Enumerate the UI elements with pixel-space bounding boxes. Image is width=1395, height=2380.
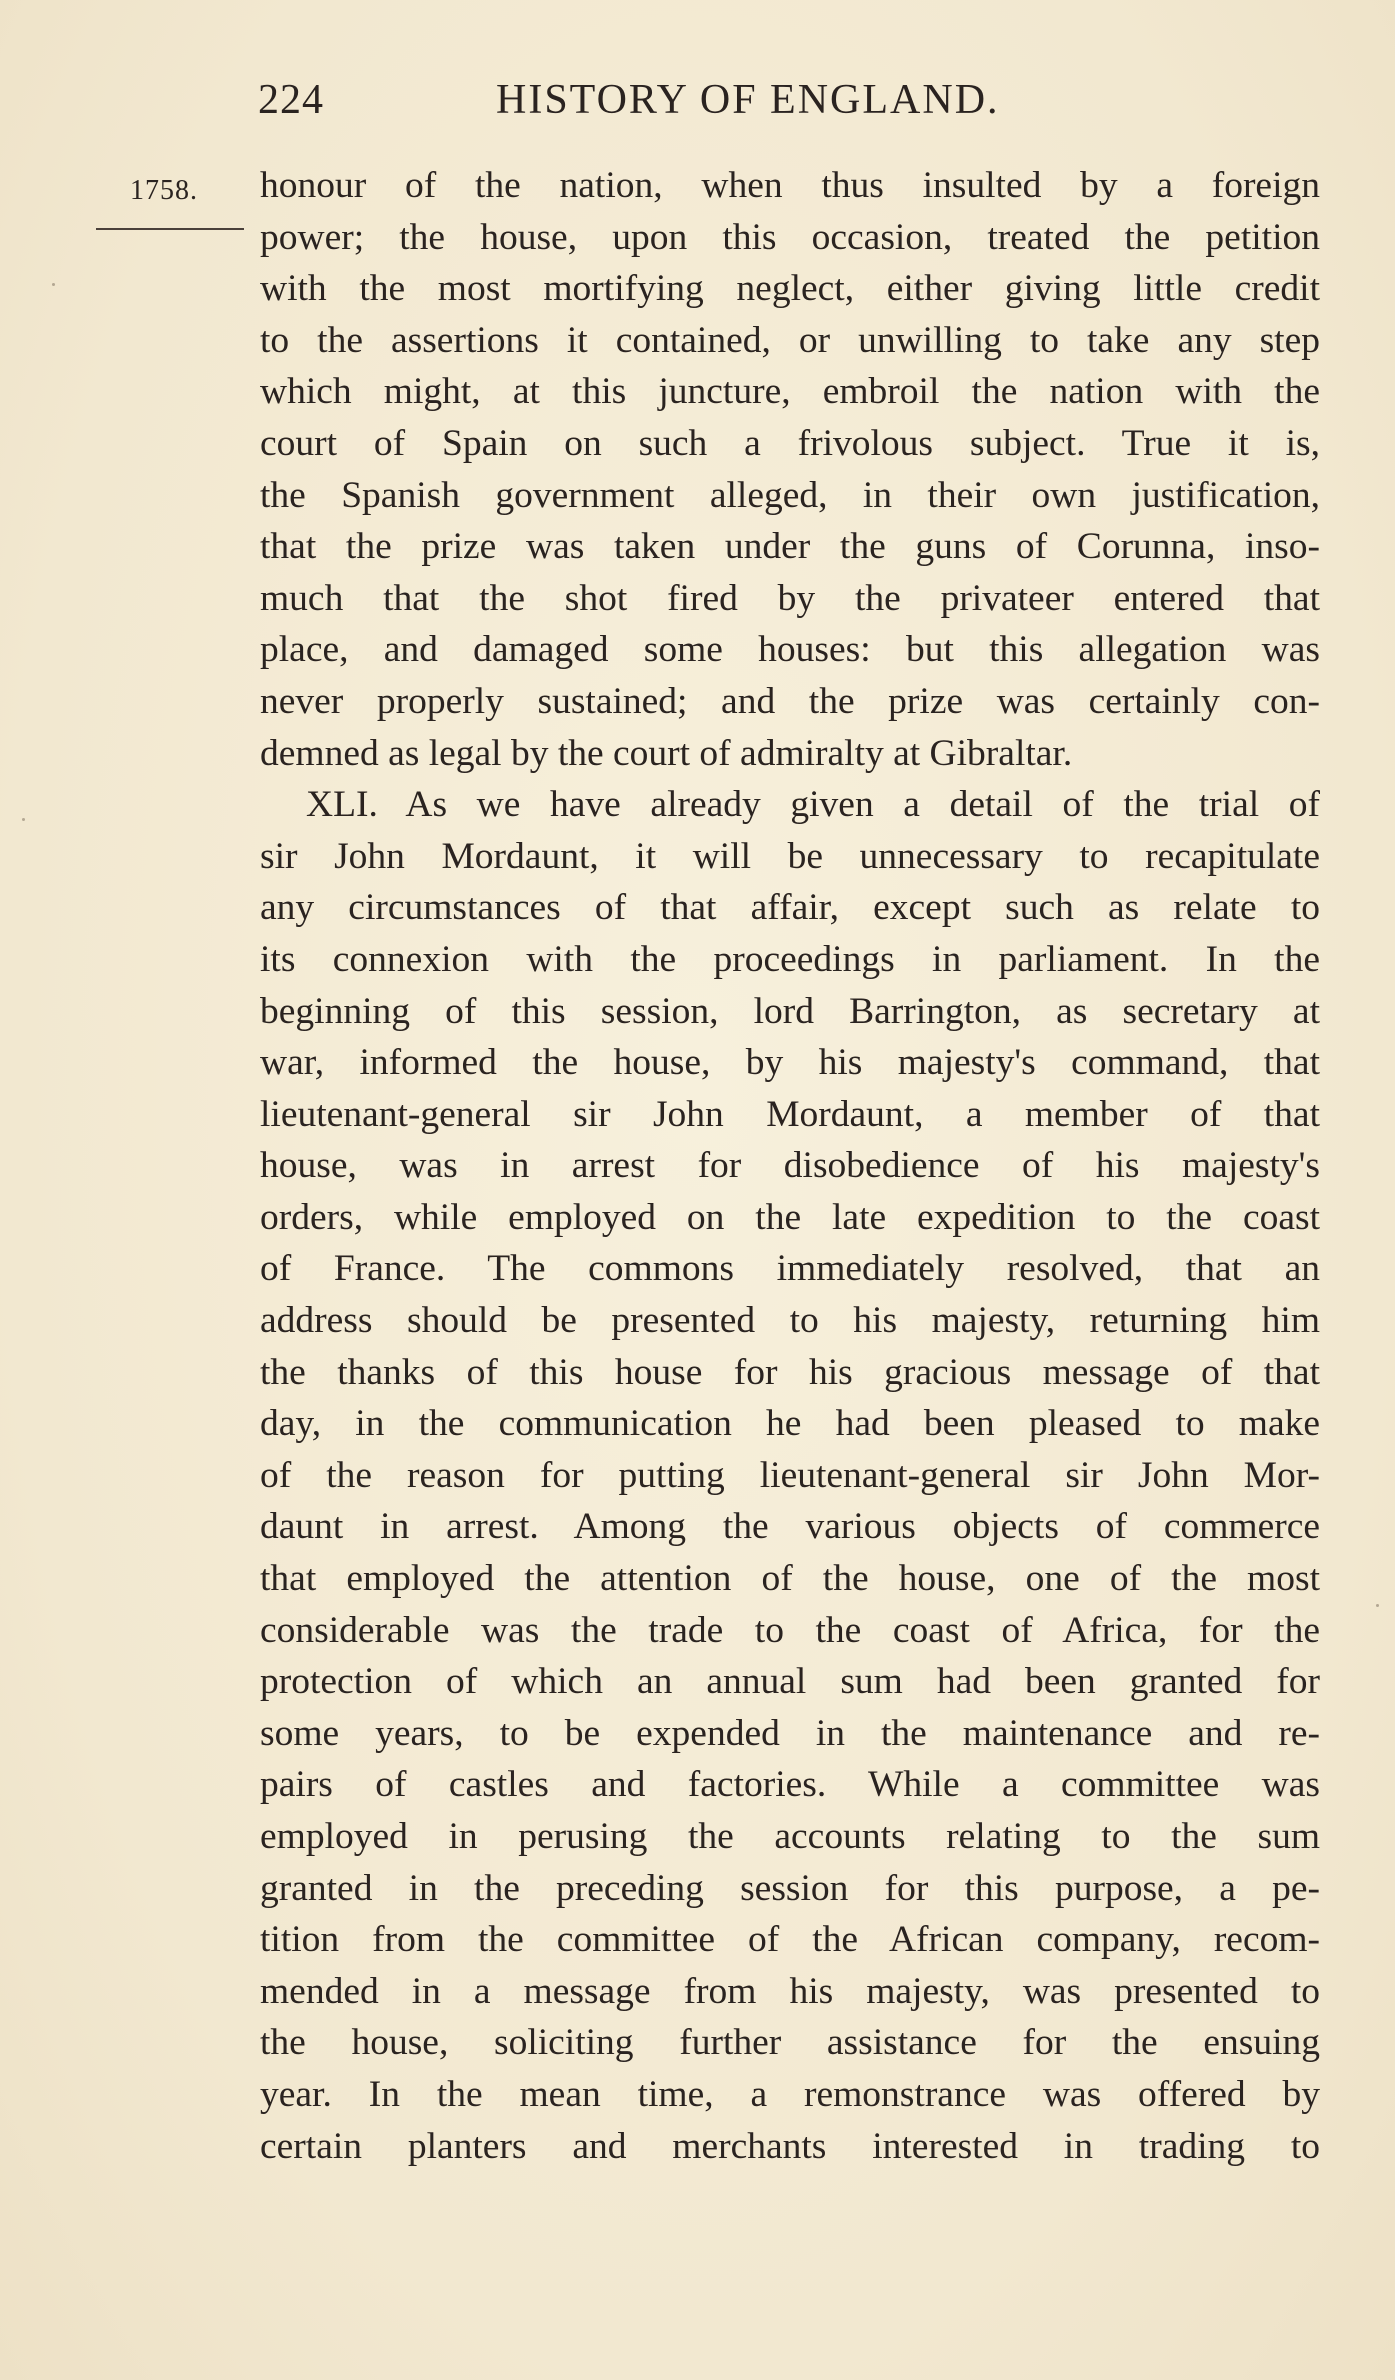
text-line: power; the house, upon this occasion, treated the petition [260,216,1320,258]
text-line: court of Spain on such a frivolous subject. True it is, [260,422,1320,464]
text-line: mended in a message from his majesty, was presented to [260,1970,1320,2012]
text-line: protection of which an annual sum had been granted for [260,1661,1320,1703]
text-line: house, was in arrest for disobedience of his majesty's [260,1145,1320,1187]
text-line: any circumstances of that affair, except such as relate to [260,887,1320,929]
text-line: address should be presented to his majesty, returning him [260,1300,1320,1342]
text-line: day, in the communication he had been pleased to make [260,1403,1320,1445]
text-line: tition from the committee of the African company, recom- [260,1919,1320,1961]
text-line: year. In the mean time, a remonstrance was offered by [260,2073,1320,2115]
margin-rule [96,228,244,230]
text-line: honour of the nation, when thus insulted by a foreign [260,165,1320,206]
text-line: pairs of castles and factories. While a committee was [260,1764,1320,1806]
text-line: war, informed the house, by his majesty's command, that [260,1042,1320,1084]
text-line: the Spanish government alleged, in their own justification, [260,474,1320,516]
text-line: of the reason for putting lieutenant-general sir John Mor- [260,1454,1320,1496]
text-line: that the prize was taken under the guns of Corunna, inso- [260,526,1320,568]
page-number: 224 [258,77,324,123]
text-line: which might, at this juncture, embroil the nation with the [260,371,1320,413]
text-line: of France. The commons immediately resolved, that an [260,1248,1320,1290]
text-line: daunt in arrest. Among the various objects of commerce [260,1506,1320,1548]
page-title: HISTORY OF ENGLAND. [496,77,1000,123]
paper-speck [1376,1604,1379,1607]
text-line: granted in the preceding session for this purpose, a pe- [260,1867,1320,1909]
text-line: that employed the attention of the house, one of the most [260,1558,1320,1600]
text-line: its connexion with the proceedings in parliament. In the [260,938,1320,980]
text-line: considerable was the trade to the coast of Africa, for the [260,1609,1320,1651]
text-line: to the assertions it contained, or unwilling to take any step [260,319,1320,361]
paper-speck [52,283,55,286]
text-line: beginning of this session, lord Barrington, as secretary at [260,990,1320,1032]
margin-year-note: 1758. [130,175,198,206]
section-start-line: XLI. As we have already given a detail of the trial of [306,784,1320,826]
text-line: demned as legal by the court of admiralty at Gibraltar. [260,732,1073,774]
text-line: with the most mortifying neglect, either giving little credit [260,268,1320,310]
body-text [260,160,1320,2172]
text-line: some years, to be expended in the maintenance and re- [260,1712,1320,1754]
text-line: place, and damaged some houses: but this allegation was [260,629,1320,671]
text-line: orders, while employed on the late expedition to the coast [260,1196,1320,1238]
text-line: sir John Mordaunt, it will be unnecessary to recapitulate [260,835,1320,877]
paper-speck [22,818,25,821]
text-line: lieutenant-general sir John Mordaunt, a member of that [260,1093,1320,1135]
text-line: the house, soliciting further assistance for the ensuing [260,2022,1320,2064]
text-line: never properly sustained; and the prize was certainly con- [260,680,1320,722]
text-line: much that the shot fired by the privateer entered that [260,577,1320,619]
text-line: certain planters and merchants interested in trading to [260,2125,1320,2167]
text-line: the thanks of this house for his gracious message of that [260,1351,1320,1393]
running-head [258,76,1098,136]
text-line: employed in perusing the accounts relating to the sum [260,1816,1320,1857]
